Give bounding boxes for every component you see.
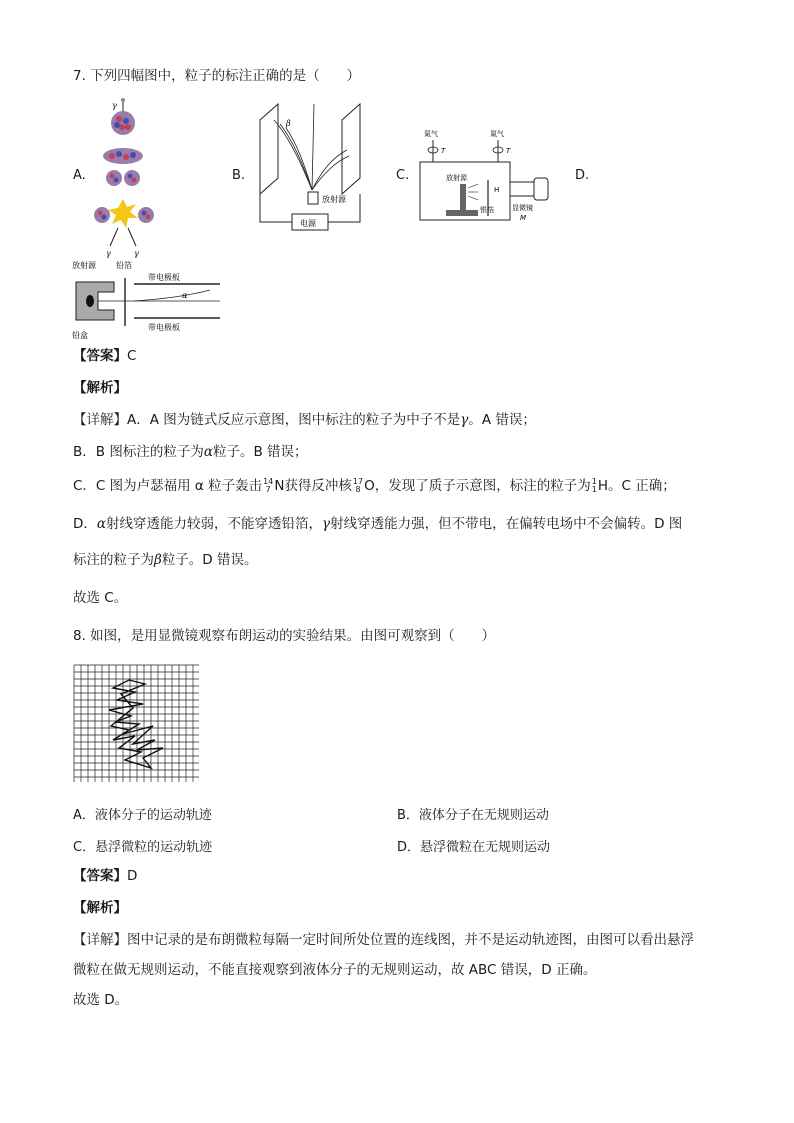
q7-detail-line-2: B．B 图标注的粒子为α粒子。B 错误； (73, 444, 308, 460)
q7-detail-line-4: D．α射线穿透能力较弱，不能穿透铅箔，γ射线穿透能力强，但不带电，在偏转电场中不会偏转。D 图 (73, 516, 683, 532)
figure-d-plate-top: 带电极板 (148, 273, 180, 282)
figure-brownian-grid (73, 664, 201, 784)
q8-option-b: B．液体分子在无规则运动 (397, 808, 549, 823)
q7-answer: 【答案】C (73, 348, 137, 364)
q7-option-b-label: B. (232, 168, 246, 183)
figure-b-beta-label: β (286, 119, 291, 128)
q8-answer: 【答案】D (73, 868, 138, 884)
figure-b-deflection (252, 100, 372, 250)
q7-detail-line-5: 标注的粒子为β粒子。D 错误。 (73, 552, 258, 568)
figure-b-source-label: 放射源 (322, 195, 346, 204)
figure-d-lead-box: 铅盒 (72, 331, 88, 340)
q7-stem: 7. 下列四幅图中，粒子的标注正确的是（ ） (73, 68, 361, 84)
figure-d-alpha-label: α (182, 291, 188, 300)
figure-c-t2: T (506, 147, 511, 155)
q8-detail-line-2: 微粒在做无规则运动，不能直接观察到液体分子的无规则运动，故 ABC 错误，D 正确。 (73, 962, 597, 978)
figure-a-gamma-right: γ (134, 249, 139, 258)
q8-option-d: D．悬浮微粒在无规则运动 (397, 840, 551, 855)
figure-c-source: 放射源 (446, 174, 467, 182)
figure-c-n2-right: 氮气 (490, 130, 504, 138)
q7-detail-line-1: 【详解】A．A 图为链式反应示意图，图中标注的粒子为中子不是γ。A 错误； (73, 412, 536, 428)
q8-analysis-label: 【解析】 (73, 900, 127, 916)
figure-c-foil: 银箔 (480, 206, 494, 214)
figure-c-microscope: 显微镜 (512, 204, 533, 212)
q8-option-a: A．液体分子的运动轨迹 (73, 808, 212, 823)
figure-c-n2-left: 氮气 (424, 130, 438, 138)
q7-analysis-label: 【解析】 (73, 380, 127, 396)
q7-option-c-label: C. (396, 168, 410, 183)
figure-c-h: H (494, 186, 500, 194)
figure-d-alpha-field (70, 258, 230, 340)
figure-c-rutherford (416, 126, 566, 226)
figure-c-m: M (520, 214, 527, 222)
figure-a-gamma-top: γ (112, 101, 117, 110)
figure-d-plate-bottom: 带电极板 (148, 323, 180, 332)
q7-detail-line-3: C．C 图为卢瑟福用 α 粒子轰击 14 7 N获得反冲核 17 8 O，发现了质子示意图，标注的粒子为 1 1 H。C 正确； (73, 477, 676, 494)
figure-c-t1: T (441, 147, 446, 155)
q8-stem: 8. 如图，是用显微镜观察布朗运动的实验结果。由图可观察到（ ） (73, 628, 496, 644)
q7-option-d-label: D. (575, 168, 590, 183)
figure-a-chain-reaction (92, 94, 162, 262)
q7-conclusion: 故选 C。 (73, 590, 128, 606)
figure-d-source: 放射源 (72, 261, 96, 270)
q8-detail-line-1: 【详解】图中记录的是布朗微粒每隔一定时间所处位置的连线图，并不是运动轨迹图，由图可以看出悬浮 (73, 932, 694, 948)
figure-b-power-label: 电源 (300, 219, 316, 228)
q8-option-c: C．悬浮微粒的运动轨迹 (73, 840, 213, 855)
q7-option-a-label: A. (73, 168, 86, 183)
q8-conclusion: 故选 D。 (73, 992, 129, 1008)
figure-d-lead-foil: 铅箔 (116, 261, 132, 270)
figure-a-gamma-left: γ (106, 249, 111, 258)
